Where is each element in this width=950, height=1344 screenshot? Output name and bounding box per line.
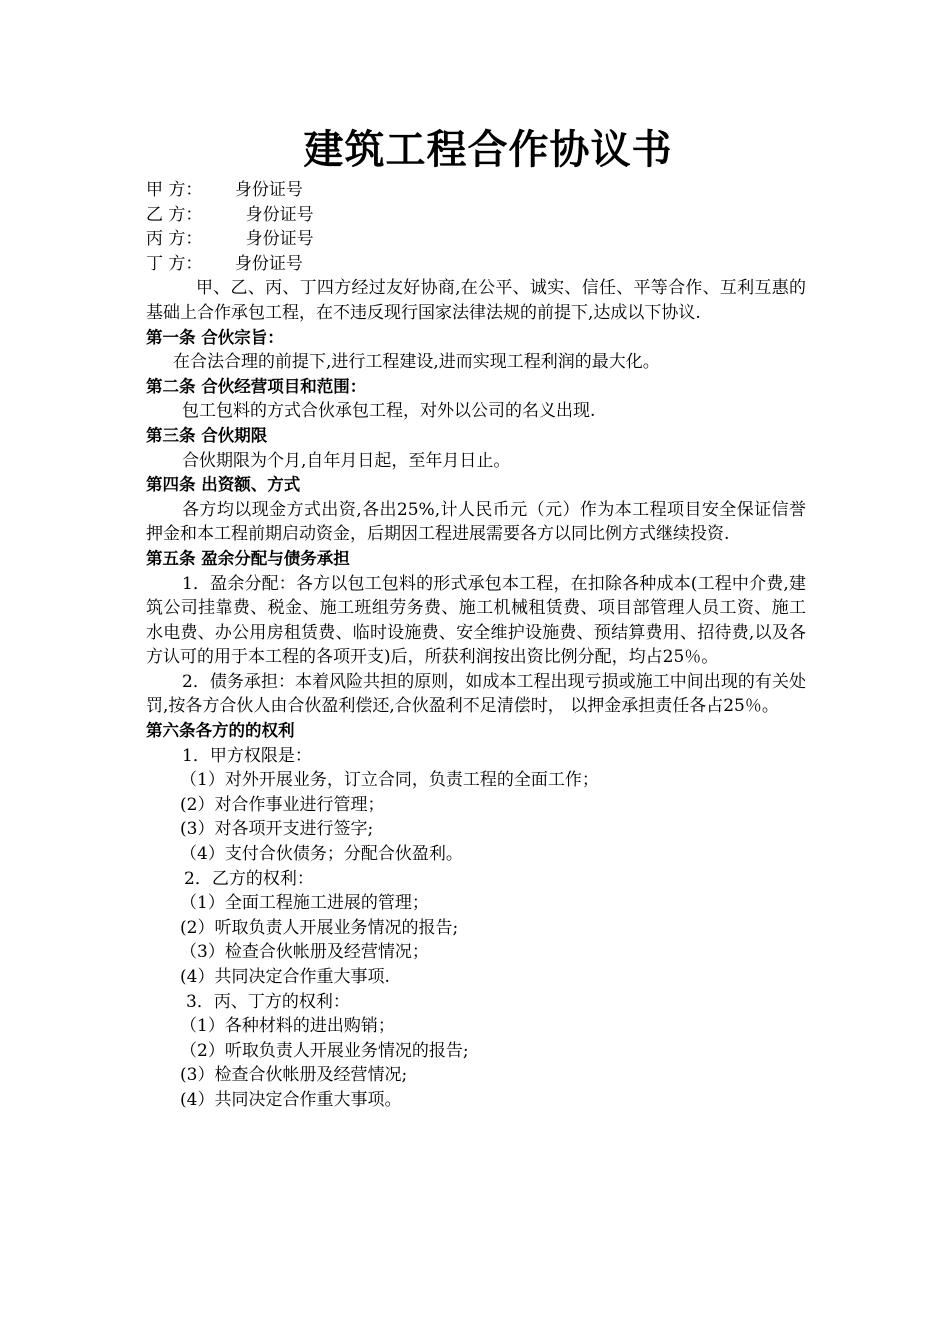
article-2-text: 包工包料的方式合伙承包工程，对外以公司的名义出现. bbox=[182, 401, 596, 422]
bing-ding-right-3: (3）检查合伙帐册及经营情况; bbox=[180, 1065, 408, 1086]
yi-right-4: (4）共同决定合作重大事项. bbox=[180, 967, 390, 987]
document-title: 建筑工程合作协议书 bbox=[303, 127, 673, 173]
article-5-item-1: 1．盈余分配：各方以包工包料的形式承包本工程，在扣除各种成本(工程中介费,建筑公司挂靠费、税金、施工班组劳务费、施工机械租赁费、项目部管理人员工资、施工水电费、办公用房租赁费、临时设施费、安全维护设施费、预结算费用、招待费,以及各方认可的用于本工程的各项开支)后，所获利润按出资比例分配，均占25％。 bbox=[146, 573, 806, 668]
article-1-text: 在合法合理的前提下,进行工程建设,进而实现工程利润的最大化。 bbox=[173, 352, 660, 373]
article-6-heading: 第六条各方的的权利 bbox=[146, 721, 295, 741]
bing-ding-right-1: （1）各种材料的进出购销； bbox=[180, 1016, 395, 1037]
jia-right-4: （4）支付合伙债务；分配合伙盈利。 bbox=[180, 844, 463, 865]
party-yi: 乙 方： 身份证号 bbox=[146, 204, 314, 225]
party-bing: 丙 方： 身份证号 bbox=[146, 229, 314, 250]
jia-right-2: (2）对合作事业进行管理； bbox=[180, 794, 385, 815]
bing-ding-rights-title: 3．丙、丁方的权利： bbox=[186, 991, 350, 1012]
article-2-heading: 第二条 合伙经营项目和范围： bbox=[146, 376, 367, 396]
jia-right-3: (3）对各项开支进行签字; bbox=[180, 819, 374, 840]
party-jia: 甲 方： 身份证号 bbox=[146, 180, 303, 200]
intro-paragraph: 甲、乙、丙、丁四方经过友好协商,在公平、诚实、信任、平等合作、互利互惠的基础上合作承包工程，在不违反现行国家法律法规的前提下,达成以下协议. bbox=[146, 278, 806, 323]
article-5-heading: 第五条 盈余分配与债务承担 bbox=[146, 548, 350, 568]
article-4-text: 各方均以现金方式出资,各出25%,计人民币元（元）作为本工程项目安全保证信誉押金和本工程前期启动资金，后期因工程进展需要各方以同比例方式继续投资. bbox=[146, 499, 806, 545]
document-body bbox=[146, 122, 806, 1113]
yi-rights-title: 2．乙方的权利： bbox=[184, 868, 314, 889]
jia-rights-title: 1．甲方权限是： bbox=[182, 745, 312, 766]
bing-ding-right-2: （2）听取负责人开展业务情况的报告; bbox=[180, 1040, 469, 1061]
jia-right-1: （1）对外开展业务，订立合同，负责工程的全面工作； bbox=[180, 770, 599, 791]
article-5-item-2: 2．债务承担：本着风险共担的原则，如成本工程出现亏损或施工中间出现的有关处罚,按各方合伙人由合伙盈利偿还,合伙盈利不足清偿时， 以押金承担责任各占25％。 bbox=[146, 671, 806, 717]
article-3-text: 合伙期限为个月,自年月日起，至年月日止。 bbox=[182, 450, 511, 471]
yi-right-2: (2）听取负责人开展业务情况的报告; bbox=[180, 917, 459, 938]
bing-ding-right-4: (4）共同决定合作重大事项。 bbox=[180, 1089, 402, 1110]
party-ding: 丁 方： 身份证号 bbox=[146, 253, 303, 274]
yi-right-1: （1）全面工程施工进展的管理； bbox=[180, 893, 429, 914]
article-4-heading: 第四条 出资额、方式 bbox=[146, 475, 301, 495]
yi-right-3: （3）检查合伙帐册及经营情况； bbox=[180, 942, 429, 963]
article-3-heading: 第三条 合伙期限 bbox=[146, 425, 268, 445]
article-1-heading: 第一条 合伙宗旨： bbox=[146, 327, 284, 347]
